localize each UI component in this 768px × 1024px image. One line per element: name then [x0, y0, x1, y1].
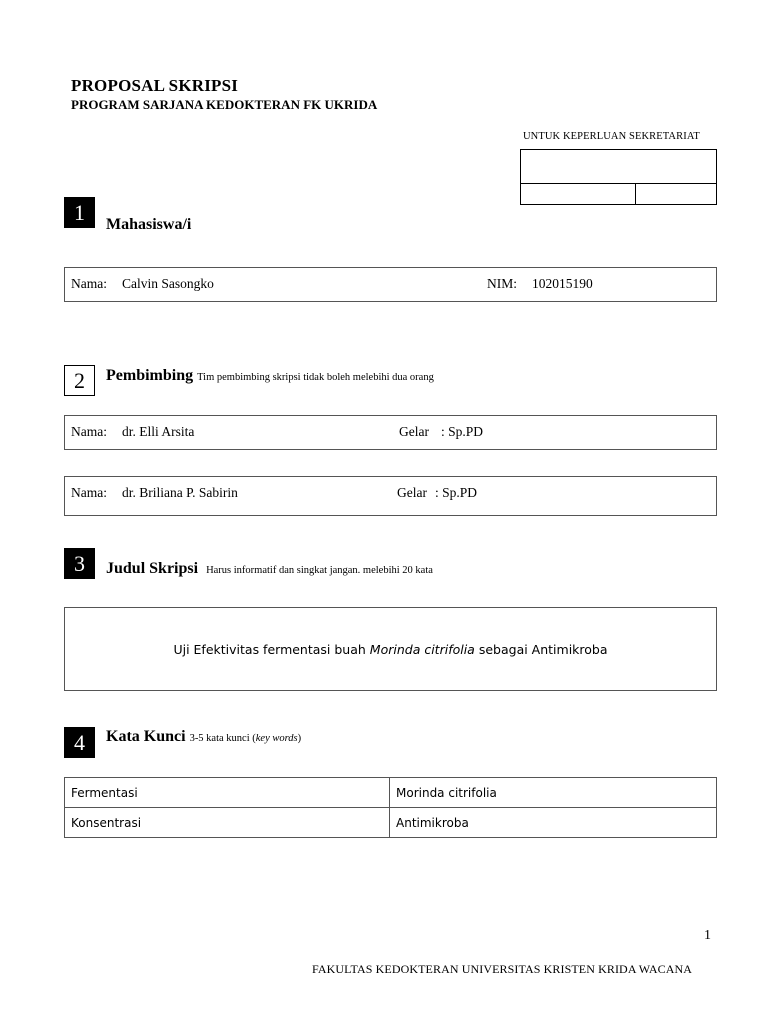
section-4-heading: Kata Kunci — [106, 728, 186, 745]
section-4-header — [106, 728, 301, 746]
student-nim-value: 102015190 — [532, 276, 593, 291]
thesis-title-italic: Morinda citrifolia — [369, 641, 475, 657]
student-nim-label: NIM: — [487, 276, 517, 291]
footer-institution: FAKULTAS KEDOKTERAN UNIVERSITAS KRISTEN KRIDA WACANA — [312, 962, 693, 976]
section-4-note-italic: key words — [255, 733, 298, 744]
table-row — [65, 808, 717, 838]
section-2-number: 2 — [64, 365, 95, 396]
keywords-table — [64, 777, 717, 838]
section-3-number: 3 — [64, 548, 95, 579]
thesis-title — [173, 642, 607, 657]
student-field — [64, 267, 717, 302]
document-subtitle: PROGRAM SARJANA KEDOKTERAN FK UKRIDA — [71, 97, 378, 112]
supervisor-1-title-value: : Sp.PD — [441, 424, 484, 439]
section-3-heading: Judul Skripsi — [106, 560, 199, 577]
keyword-cell: Konsentrasi — [65, 808, 390, 838]
section-3-note: Harus informatif dan singkat jangan. melebihi 20 kata — [206, 565, 433, 576]
student-name-value: Calvin Sasongko — [122, 276, 214, 291]
supervisor-1-title-label: Gelar — [399, 424, 429, 439]
secretariat-box — [520, 149, 717, 205]
table-row — [65, 778, 717, 808]
section-2-heading: Pembimbing — [106, 367, 194, 384]
supervisor-2-name-label: Nama: — [71, 485, 107, 500]
section-4-note-suffix: ) — [297, 733, 302, 744]
section-2-header — [106, 367, 434, 385]
section-1-heading: Mahasiswa/i — [106, 216, 192, 233]
secretariat-cell-divider — [635, 183, 636, 204]
thesis-title-part-1: Uji Efektivitas fermentasi buah — [173, 641, 370, 657]
student-name-label: Nama: — [71, 276, 107, 291]
document-title: PROPOSAL SKRIPSI — [71, 76, 239, 95]
keyword-cell: Antimikroba — [390, 808, 717, 838]
page-number: 1 — [704, 928, 711, 943]
keyword-cell: Morinda citrifolia — [390, 778, 717, 808]
supervisor-1-name-label: Nama: — [71, 424, 107, 439]
section-2-note: Tim pembimbing skripsi tidak boleh melebihi dua orang — [197, 372, 434, 383]
supervisor-2-name-value: dr. Briliana P. Sabirin — [122, 485, 238, 500]
section-4-number: 4 — [64, 727, 95, 758]
section-4-note — [190, 733, 302, 744]
section-1-number: 1 — [64, 197, 95, 228]
section-4-note-prefix: 3-5 kata kunci ( — [189, 733, 256, 744]
supervisor-field-1 — [64, 415, 717, 450]
supervisor-2-title-value: : Sp.PD — [435, 485, 478, 500]
supervisor-field-2 — [64, 476, 717, 516]
section-3-header — [106, 560, 433, 578]
supervisor-1-name-value: dr. Elli Arsita — [122, 424, 195, 439]
thesis-title-part-2: sebagai Antimikroba — [474, 641, 608, 657]
secretariat-label: UNTUK KEPERLUAN SEKRETARIAT — [523, 131, 700, 142]
secretariat-divider — [521, 183, 716, 184]
supervisor-2-title-label: Gelar — [397, 485, 427, 500]
keyword-cell: Fermentasi — [65, 778, 390, 808]
thesis-title-box — [64, 607, 717, 691]
